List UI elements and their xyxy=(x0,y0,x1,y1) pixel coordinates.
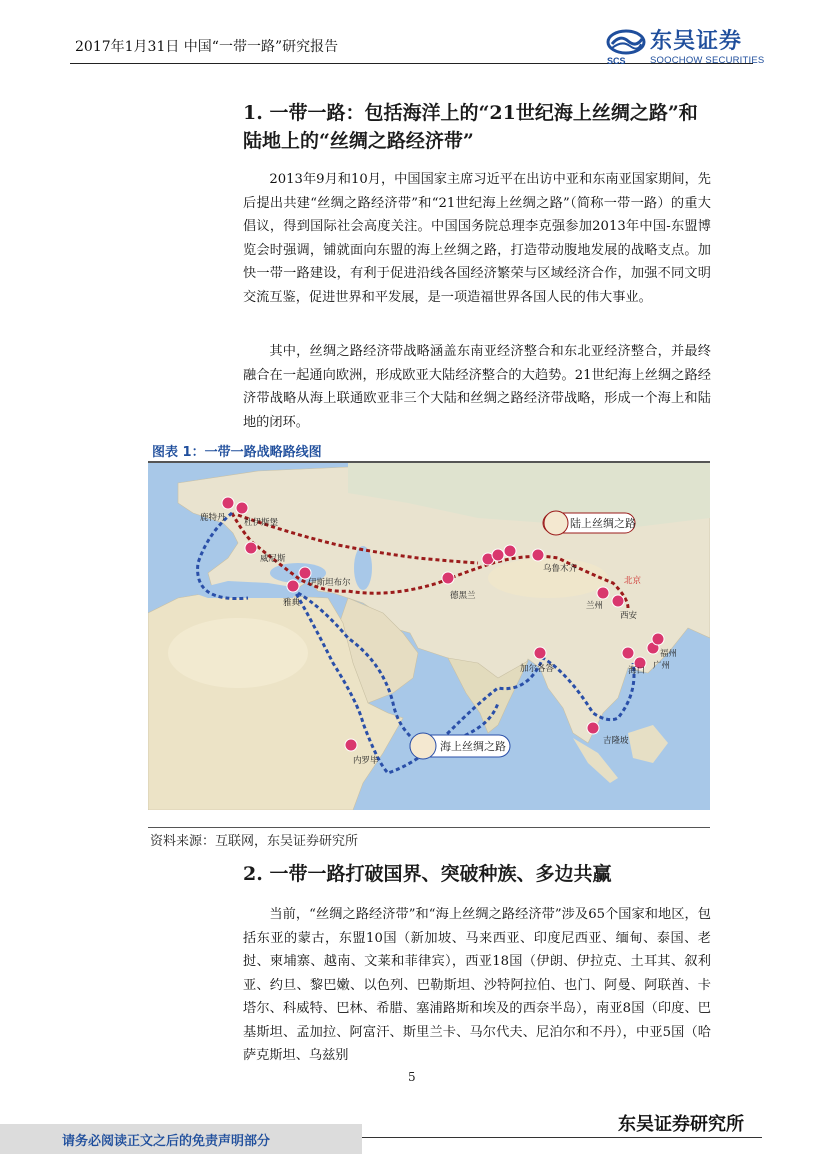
label-venice: 威尼斯 xyxy=(260,554,286,564)
paragraph-text: 其中，丝绸之路经济带战略涵盖东南亚经济整合和东北亚经济整合，并最终融合在一起通向欧洲，形成欧亚大陆经济整合的大趋势。21世纪海上丝绸之路经济带战略从海上联通欧亚非三个大陆和丝绸之路经济带战略，形成一个海上和陆地的闭环。 xyxy=(243,344,711,430)
footer-organization: 东吴证券研究所 xyxy=(618,1114,744,1135)
marker-tehran xyxy=(442,572,454,584)
label-urumqi: 乌鲁木齐 xyxy=(543,564,578,574)
marker-haikou xyxy=(622,647,634,659)
label-duisburg: 杜伊斯堡 xyxy=(244,518,279,528)
label-tehran: 德黑兰 xyxy=(450,591,476,601)
label-guangzhou: 广州 xyxy=(653,661,671,671)
marker-fuzhou xyxy=(652,633,664,645)
label-fuzhou: 福州 xyxy=(660,649,678,659)
label-lanzhou: 兰州 xyxy=(586,601,604,611)
section-1-title-line1: 1. 一带一路：包括海洋上的“21世纪海上丝绸之路”和 xyxy=(243,102,698,124)
map-svg xyxy=(148,463,710,810)
marker-urumqi xyxy=(532,549,544,561)
sea-route-badge xyxy=(410,733,510,759)
label-athens: 雅典 xyxy=(283,598,301,608)
land-route-label: 陆上丝绸之路 xyxy=(570,517,636,530)
caravan-icon xyxy=(544,511,568,535)
footer-disclaimer: 请务必阅读正文之后的免责声明部分 xyxy=(62,1134,271,1149)
ship-icon xyxy=(410,733,436,759)
section-1-paragraph-2 xyxy=(243,340,711,434)
section-2-paragraph-1 xyxy=(243,903,711,1068)
marker-kuala-lumpur xyxy=(587,722,599,734)
marker-kolkata xyxy=(534,647,546,659)
marker-nairobi xyxy=(345,739,357,751)
label-istanbul: 伊斯坦布尔 xyxy=(308,578,351,588)
marker-duisburg xyxy=(236,502,248,514)
report-header-title: 2017年1月31日 中国“一带一路”研究报告 xyxy=(75,39,339,55)
section-1-paragraph-1 xyxy=(243,168,711,309)
marker-athens xyxy=(287,580,299,592)
label-beijing: 北京 xyxy=(624,576,642,586)
figure-bottom-rule xyxy=(148,827,710,828)
label-nairobi: 内罗毕 xyxy=(353,756,379,766)
logo-chinese-name: 东吴证券 xyxy=(650,29,743,54)
logo-abbreviation: SCS xyxy=(607,56,626,66)
logo-english-name: SOOCHOW SECURITIES xyxy=(650,55,765,66)
paragraph-text: 当前，“丝绸之路经济带”和“海上丝绸之路经济带”涉及65个国家和地区，包括东亚的蒙古，东盟10国（新加坡、马来西亚、印度尼西亚、缅甸、泰国、老挝、柬埔寨、越南、文莱和菲律宾），西亚18国（伊朗、伊拉克、土耳其、叙利亚、约旦、黎巴嫩、以色列、巴勒斯坦、沙特阿拉伯、也门、阿曼、阿联酋、卡塔尔、科威特、巴林、希腊、塞浦路斯和埃及的西奈半岛），南亚8国（印度、巴基斯坦、孟加拉、阿富汗、斯里兰卡、马尔代夫、尼泊尔和不丹），中亚5国（哈萨克斯坦、乌兹别 xyxy=(243,907,711,1063)
figure-source: 资料来源：互联网，东吴证券研究所 xyxy=(150,834,359,849)
company-logo xyxy=(606,29,776,67)
marker-xian xyxy=(612,595,624,607)
marker-venice xyxy=(245,542,257,554)
paragraph-text: 2013年9月和10月，中国国家主席习近平在出访中亚和东南亚国家期间，先后提出共建“丝绸之路经济带”和“21世纪海上丝绸之路”（简称一带一路）的重大倡议，得到国际社会高度关注。中国国务院总理李克强参加2013年中国-东盟博览会时强调，铺就面向东盟的海上丝绸之路，打造带动腹地发展的战略支点。加快一带一路建设，有利于促进沿线各国经济繁荣与区域经济合作，加强不同文明交流互鉴，促进世界和平发展，是一项造福世界各国人民的伟大事业。 xyxy=(243,172,711,305)
figure-title: 图表 1：一带一路战略路线图 xyxy=(152,445,322,460)
sahara-desert xyxy=(168,618,308,688)
marker-lanzhou xyxy=(597,587,609,599)
label-kolkata: 加尔各答 xyxy=(520,664,555,674)
belt-road-map xyxy=(148,463,710,810)
logo-mark-icon xyxy=(606,29,646,57)
marker-almaty xyxy=(504,545,516,557)
page-number: 5 xyxy=(408,1070,416,1084)
land-route-badge xyxy=(543,511,636,535)
label-kuala-lumpur: 吉隆坡 xyxy=(603,736,629,746)
label-haikou: 海口 xyxy=(628,666,646,676)
label-rotterdam: 鹿特丹 xyxy=(200,513,226,523)
caspian-sea xyxy=(354,546,372,590)
sea-route-label: 海上丝绸之路 xyxy=(440,740,506,753)
marker-rotterdam xyxy=(222,497,234,509)
marker-bishkek xyxy=(492,549,504,561)
section-2-title: 2. 一带一路打破国界、突破种族、多边共赢 xyxy=(243,863,612,885)
footer-divider xyxy=(362,1137,762,1138)
label-xian: 西安 xyxy=(620,611,638,621)
section-1-title-line2: 陆地上的“丝绸之路经济带” xyxy=(243,130,474,152)
